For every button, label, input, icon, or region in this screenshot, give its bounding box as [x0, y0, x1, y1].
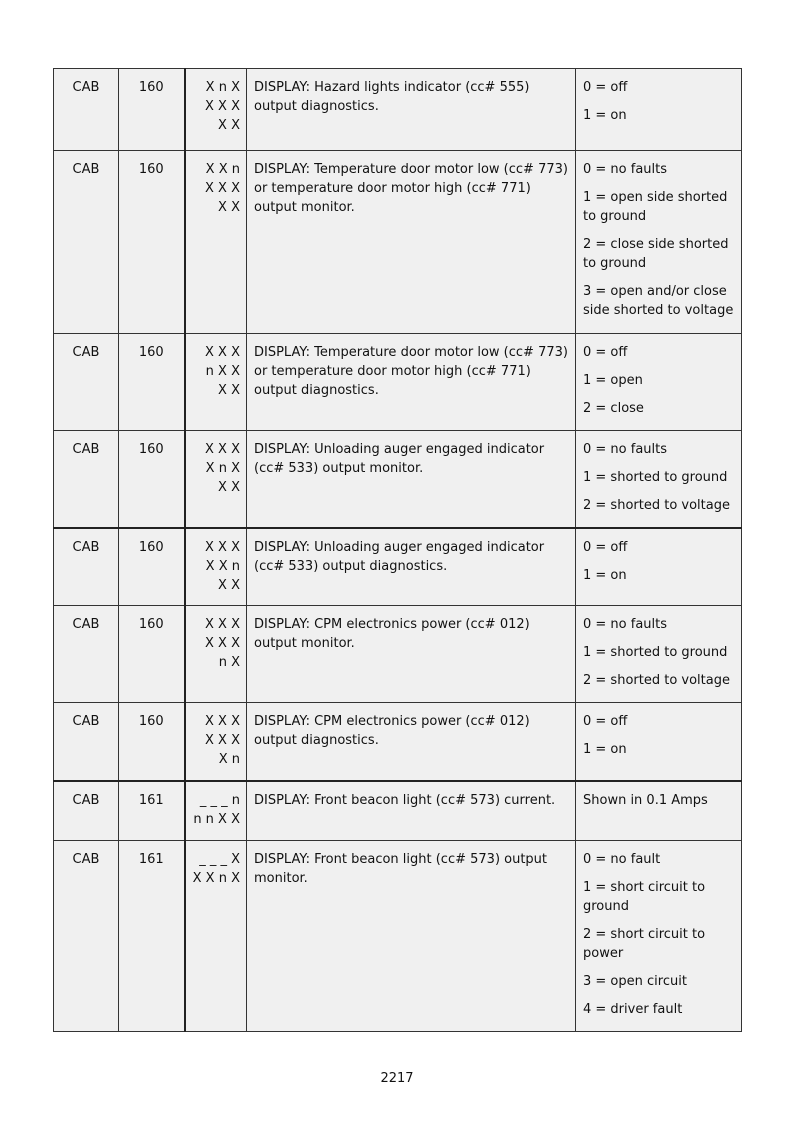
unit-cell: CAB: [54, 703, 119, 781]
value-line: 2 = short circuit to power: [583, 927, 706, 961]
pattern-cell: [185, 606, 247, 703]
pattern-line: n X X: [205, 364, 240, 379]
value-line: 1 = on: [583, 742, 627, 757]
pattern-line: X X X: [205, 733, 240, 748]
table-row: [54, 703, 742, 781]
value-line: 2 = close: [583, 401, 644, 416]
values-cell: [576, 781, 742, 841]
value-line: 0 = off: [583, 714, 628, 729]
value-line: 0 = off: [583, 80, 628, 95]
pattern-cell: [185, 69, 247, 151]
values-cell: [576, 69, 742, 151]
value-line: 2 = close side shorted to ground: [583, 237, 729, 271]
description-cell: DISPLAY: Hazard lights indicator (cc# 555) output diagnostics.: [247, 69, 576, 151]
value-line: 0 = off: [583, 539, 628, 555]
pattern-line: X X X: [205, 345, 240, 360]
value-line: 1 = short circuit to ground: [583, 880, 706, 914]
value-line: 0 = no faults: [583, 442, 668, 457]
value-line: 1 = shorted to ground: [583, 470, 728, 485]
pattern-line: X X X: [205, 539, 240, 555]
pattern-line: X X: [218, 577, 240, 593]
pattern-cell: [185, 151, 247, 334]
values-cell: [576, 151, 742, 334]
value-line: 1 = shorted to ground: [583, 645, 728, 660]
description-cell: DISPLAY: Front beacon light (cc# 573) output monitor.: [247, 841, 576, 1032]
code-cell: 160: [119, 334, 185, 431]
code-cell: 161: [119, 841, 185, 1032]
pattern-line: X X: [218, 480, 240, 495]
unit-cell: CAB: [54, 841, 119, 1032]
code-cell: 160: [119, 606, 185, 703]
table-row: [54, 69, 742, 151]
pattern-cell: [185, 841, 247, 1032]
unit-cell: CAB: [54, 528, 119, 606]
table-row: [54, 334, 742, 431]
pattern-line: X X n: [205, 558, 240, 574]
value-line: 2 = shorted to voltage: [583, 498, 730, 513]
pattern-line: X n X: [205, 461, 240, 476]
pattern-line: X X: [218, 200, 240, 215]
value-line: 1 = open side shorted to ground: [583, 190, 728, 224]
pattern-cell: [185, 334, 247, 431]
unit-cell: CAB: [54, 151, 119, 334]
value-line: 3 = open circuit: [583, 974, 687, 989]
value-line: 1 = on: [583, 567, 627, 583]
values-cell: [576, 703, 742, 781]
value-line: 4 = driver fault: [583, 1002, 683, 1017]
pattern-line: X X X: [205, 617, 240, 632]
page-number: 2217: [380, 1071, 414, 1086]
description-cell: DISPLAY: Temperature door motor low (cc# 773) or temperature door motor high (cc# 771) output diagnostics.: [247, 334, 576, 431]
pattern-line: _ _ _ X: [199, 852, 240, 867]
description-cell: DISPLAY: CPM electronics power (cc# 012) output monitor.: [247, 606, 576, 703]
table-row: [54, 431, 742, 528]
pattern-cell: [185, 528, 247, 606]
pattern-cell: [185, 703, 247, 781]
unit-cell: CAB: [54, 334, 119, 431]
pattern-line: X X: [218, 383, 240, 398]
values-cell: [576, 841, 742, 1032]
code-cell: 160: [119, 151, 185, 334]
pattern-line: X X X: [205, 181, 240, 196]
description-cell: DISPLAY: Unloading auger engaged indicator (cc# 533) output monitor.: [247, 431, 576, 528]
unit-cell: CAB: [54, 431, 119, 528]
values-cell: [576, 431, 742, 528]
diagnostic-table: [53, 68, 742, 1032]
value-line: 3 = open and/or close side shorted to voltage: [583, 284, 734, 318]
table-row: [54, 606, 742, 703]
pattern-line: X n X: [205, 80, 240, 95]
code-cell: 161: [119, 781, 185, 841]
table-row: [54, 841, 742, 1032]
value-line: 0 = no faults: [583, 162, 668, 177]
table-row: [54, 781, 742, 841]
description-cell: DISPLAY: Front beacon light (cc# 573) current.: [247, 781, 576, 841]
code-cell: 160: [119, 703, 185, 781]
value-line: Shown in 0.1 Amps: [583, 792, 708, 808]
pattern-cell: [185, 431, 247, 528]
code-cell: 160: [119, 431, 185, 528]
pattern-line: X X X: [205, 636, 240, 651]
value-line: 2 = shorted to voltage: [583, 673, 730, 688]
unit-cell: CAB: [54, 69, 119, 151]
values-cell: [576, 528, 742, 606]
value-line: 0 = off: [583, 345, 628, 360]
value-line: 1 = on: [583, 108, 627, 123]
pattern-line: X X n X: [192, 871, 240, 886]
pattern-line: X X: [218, 118, 240, 133]
description-cell: DISPLAY: Unloading auger engaged indicator (cc# 533) output diagnostics.: [247, 528, 576, 606]
pattern-line: X n: [218, 752, 240, 767]
table-row: [54, 151, 742, 334]
code-cell: 160: [119, 69, 185, 151]
unit-cell: CAB: [54, 606, 119, 703]
pattern-line: X X X: [205, 99, 240, 114]
description-cell: DISPLAY: CPM electronics power (cc# 012) output diagnostics.: [247, 703, 576, 781]
value-line: 0 = no fault: [583, 852, 661, 867]
code-cell: 160: [119, 528, 185, 606]
description-cell: DISPLAY: Temperature door motor low (cc# 773) or temperature door motor high (cc# 771) output monitor.: [247, 151, 576, 334]
pattern-line: n n X X: [193, 811, 240, 827]
table-row: [54, 528, 742, 606]
value-line: 0 = no faults: [583, 617, 668, 632]
pattern-line: X X n: [205, 162, 240, 177]
value-line: 1 = open: [583, 373, 643, 388]
diagnostic-table-body: [54, 69, 742, 1032]
pattern-line: X X X: [205, 714, 240, 729]
pattern-cell: [185, 781, 247, 841]
pattern-line: X X X: [205, 442, 240, 457]
pattern-line: _ _ _ n: [199, 792, 240, 808]
values-cell: [576, 606, 742, 703]
pattern-line: n X: [218, 655, 240, 670]
values-cell: [576, 334, 742, 431]
unit-cell: CAB: [54, 781, 119, 841]
